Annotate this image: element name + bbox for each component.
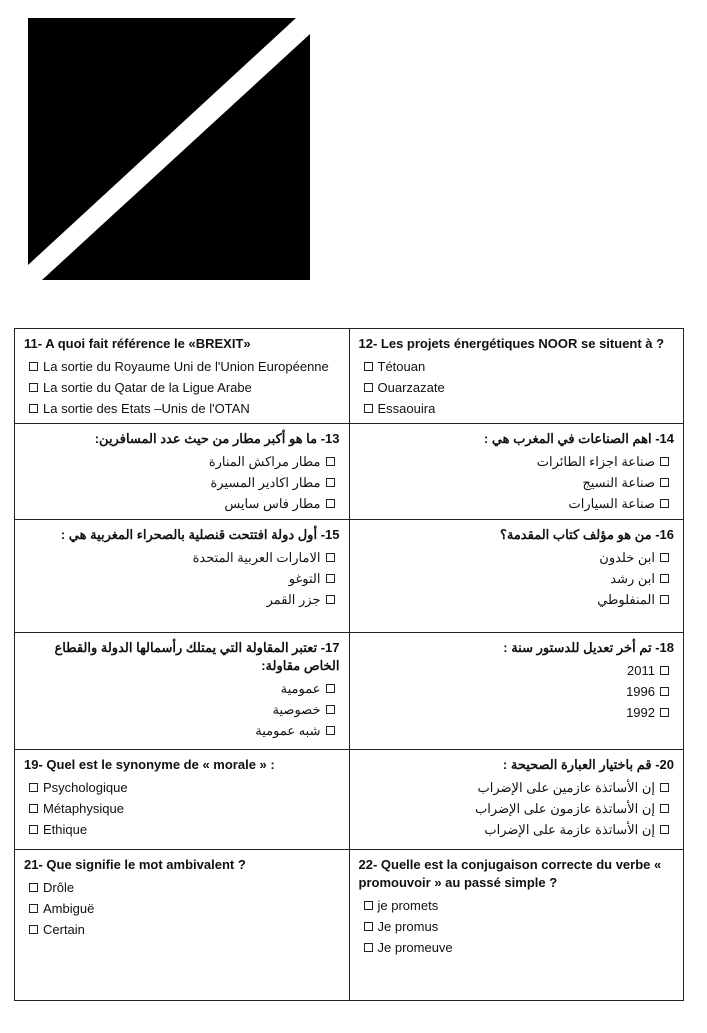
option[interactable] (359, 377, 675, 398)
option-label: صناعة النسيج (582, 475, 655, 490)
checkbox[interactable] (29, 925, 38, 934)
option-label: Métaphysique (43, 801, 124, 816)
question-14 (349, 424, 684, 520)
question-row (15, 424, 684, 520)
option-label: 1996 (626, 684, 655, 699)
checkbox[interactable] (29, 362, 38, 371)
checkbox[interactable] (29, 804, 38, 813)
option[interactable] (24, 377, 340, 398)
option-label: إن الأساتذة عازمين على الإضراب (477, 780, 655, 795)
checkbox[interactable] (660, 666, 669, 675)
option[interactable] (359, 819, 675, 840)
option[interactable] (24, 493, 340, 514)
option-label: Drôle (43, 880, 75, 895)
option-label: Je promeuve (377, 940, 453, 955)
question-text: 21- Que signifie le mot ambivalent ? (24, 857, 246, 872)
option[interactable] (24, 720, 340, 741)
option-label: ابن خلدون (599, 550, 655, 565)
question-row (15, 329, 684, 424)
option-label: مطار مراكش المنارة (208, 454, 321, 469)
checkbox[interactable] (660, 457, 669, 466)
option[interactable] (24, 356, 340, 377)
option-label: Psychologique (43, 780, 128, 795)
option-label: عمومية (280, 681, 321, 696)
question-text: 14- اهم الصناعات في المغرب هي : (483, 431, 674, 446)
option[interactable] (359, 702, 675, 723)
option[interactable] (24, 919, 340, 940)
option[interactable] (24, 898, 340, 919)
checkbox[interactable] (326, 499, 335, 508)
option[interactable] (24, 398, 340, 419)
question-17 (15, 633, 350, 750)
option[interactable] (24, 699, 340, 720)
option-label: التوغو (288, 571, 321, 586)
checkbox[interactable] (660, 499, 669, 508)
option[interactable] (359, 493, 675, 514)
option[interactable] (359, 660, 675, 681)
checkbox[interactable] (660, 553, 669, 562)
option[interactable] (359, 937, 675, 958)
question-text: 12- Les projets énergétiques NOOR se situent à ? (358, 336, 665, 351)
option-label: 1992 (626, 705, 655, 720)
checkbox[interactable] (29, 825, 38, 834)
question-text: 13- ما هو أكبر مطار من حيث عدد المسافرين: (94, 431, 340, 446)
checkbox[interactable] (326, 553, 335, 562)
option-label: La sortie des Etats –Unis de l'OTAN (43, 401, 250, 416)
question-19 (15, 750, 350, 850)
checkbox[interactable] (364, 383, 373, 392)
logo-graphic (28, 18, 310, 280)
option[interactable] (24, 777, 340, 798)
checkbox[interactable] (326, 574, 335, 583)
question-text: 16- من هو مؤلف كتاب المقدمة؟ (499, 527, 674, 542)
checkbox[interactable] (326, 457, 335, 466)
question-21 (15, 850, 350, 1001)
checkbox[interactable] (364, 404, 373, 413)
question-text: 17- تعتبر المقاولة التي يمتلك رأسمالها الدولة والقطاع الخاص مقاولة: (54, 640, 340, 673)
option-label: Ambiguë (43, 901, 95, 916)
option[interactable] (359, 547, 675, 568)
option-label: Certain (43, 922, 85, 937)
option-label: الامارات العربية المتحدة (192, 550, 321, 565)
option-label: صناعة اجزاء الطائرات (536, 454, 655, 469)
option[interactable] (24, 589, 340, 610)
option[interactable] (359, 568, 675, 589)
option-label: صناعة السيارات (568, 496, 655, 511)
option[interactable] (24, 568, 340, 589)
checkbox[interactable] (660, 595, 669, 604)
question-text: 22- Quelle est la conjugaison correcte du verbe « promouvoir » au passé simple ? (358, 857, 662, 890)
option[interactable] (359, 451, 675, 472)
option[interactable] (359, 398, 675, 419)
checkbox[interactable] (660, 708, 669, 717)
option[interactable] (359, 895, 675, 916)
checkbox[interactable] (660, 478, 669, 487)
checkbox[interactable] (660, 687, 669, 696)
option-label: Tétouan (377, 359, 426, 374)
question-text: 19- Quel est le synonyme de « morale » : (24, 757, 275, 772)
questions-table (14, 328, 684, 1001)
checkbox[interactable] (660, 825, 669, 834)
question-row (15, 520, 684, 633)
question-11 (15, 329, 350, 424)
question-20 (349, 750, 684, 850)
option-label: إن الأساتذة عازمة على الإضراب (484, 822, 655, 837)
option[interactable] (359, 356, 675, 377)
option-label: La sortie du Royaume Uni de l'Union Européenne (43, 359, 329, 374)
option-label: مطار اكادير المسيرة (210, 475, 321, 490)
option[interactable] (359, 916, 675, 937)
option[interactable] (359, 777, 675, 798)
checkbox[interactable] (326, 595, 335, 604)
option-label: Essaouira (377, 401, 436, 416)
checkbox[interactable] (364, 901, 373, 910)
question-text: 15- أول دولة افتتحت قنصلية بالصحراء المغربية هي : (60, 527, 340, 542)
option-label: خصوصية (272, 702, 321, 717)
option-label: المنفلوطي (597, 592, 655, 607)
option-label: إن الأساتذة عازمون على الإضراب (475, 801, 655, 816)
option[interactable] (24, 678, 340, 699)
checkbox[interactable] (660, 574, 669, 583)
option-label: جزر القمر (266, 592, 321, 607)
option[interactable] (24, 472, 340, 493)
checkbox[interactable] (29, 883, 38, 892)
option-label: je promets (377, 898, 439, 913)
question-row (15, 750, 684, 850)
question-text: 20- قم باختيار العبارة الصحيحة : (502, 757, 674, 772)
question-18 (349, 633, 684, 750)
option[interactable] (359, 798, 675, 819)
checkbox[interactable] (326, 478, 335, 487)
checkbox[interactable] (29, 383, 38, 392)
checkbox[interactable] (364, 943, 373, 952)
option[interactable] (359, 472, 675, 493)
option-label: Ethique (43, 822, 88, 837)
checkbox[interactable] (326, 705, 335, 714)
checkbox[interactable] (326, 684, 335, 693)
option-label: Je promus (377, 919, 439, 934)
option[interactable] (24, 451, 340, 472)
checkbox[interactable] (29, 783, 38, 792)
option[interactable] (24, 877, 340, 898)
option[interactable] (359, 681, 675, 702)
question-13 (15, 424, 350, 520)
option[interactable] (24, 819, 340, 840)
checkbox[interactable] (364, 362, 373, 371)
checkbox[interactable] (364, 922, 373, 931)
checkbox[interactable] (660, 783, 669, 792)
question-15 (15, 520, 350, 633)
question-text: 11- A quoi fait référence le «BREXIT» (24, 336, 251, 351)
option-label: شبه عمومية (255, 723, 321, 738)
checkbox[interactable] (660, 804, 669, 813)
checkbox[interactable] (29, 404, 38, 413)
checkbox[interactable] (29, 904, 38, 913)
option-label: مطار فاس سايس (224, 496, 321, 511)
option[interactable] (24, 798, 340, 819)
option-label: ابن رشد (610, 571, 655, 586)
option-label: La sortie du Qatar de la Ligue Arabe (43, 380, 252, 395)
question-12 (349, 329, 684, 424)
question-text: 18- تم أخر تعديل للدستور سنة : (503, 640, 674, 655)
question-22 (349, 850, 684, 1001)
option[interactable] (359, 589, 675, 610)
option-label: Ouarzazate (377, 380, 445, 395)
option-label: 2011 (627, 663, 655, 678)
checkbox[interactable] (326, 726, 335, 735)
question-16 (349, 520, 684, 633)
question-row (15, 633, 684, 750)
question-row (15, 850, 684, 1001)
option[interactable] (24, 547, 340, 568)
